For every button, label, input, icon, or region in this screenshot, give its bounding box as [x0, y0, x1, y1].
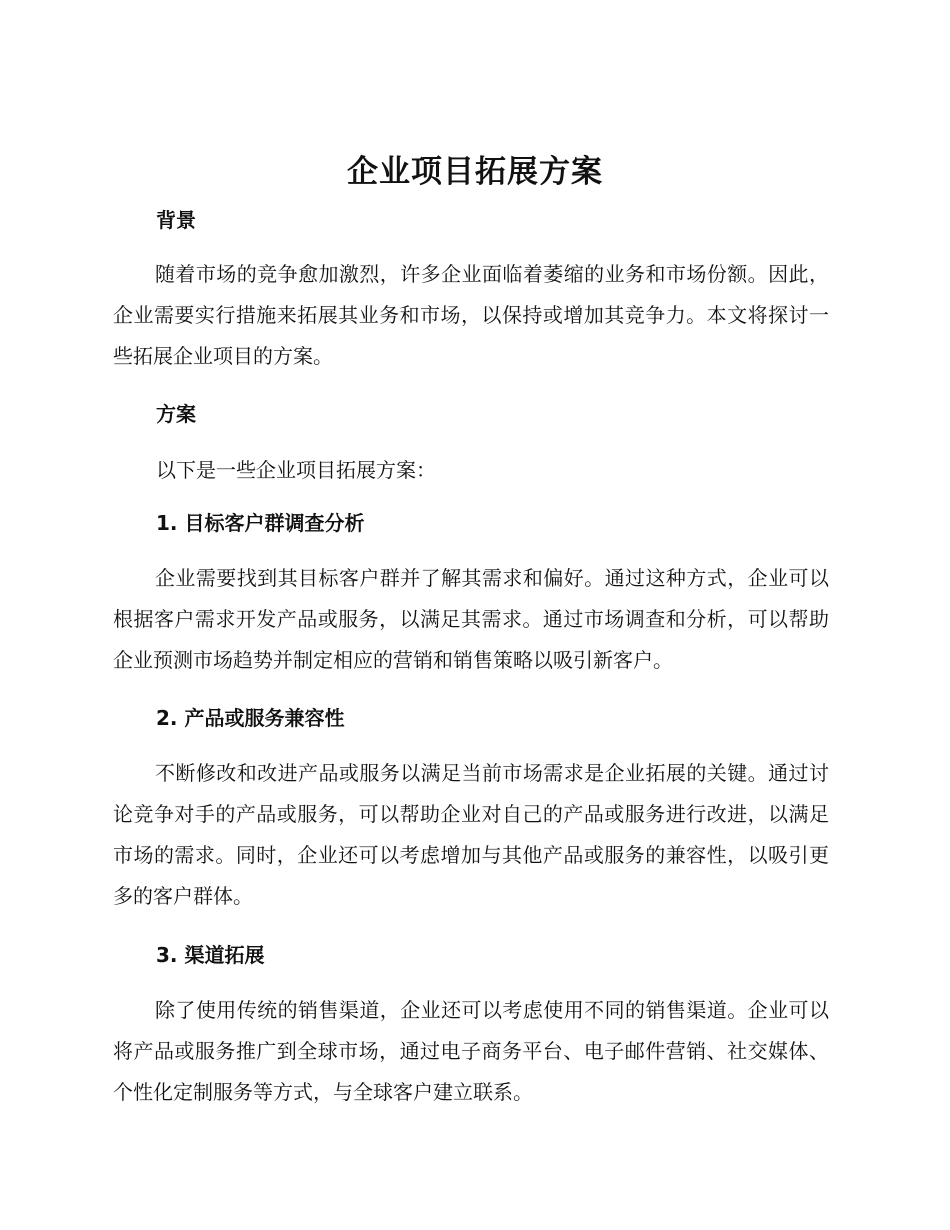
section-heading-item2: 2. 产品或服务兼容性 — [156, 706, 345, 730]
item1-paragraph: 企业需要找到其目标客户群并了解其需求和偏好。通过这种方式，企业可以根据客户需求开发产品或服务，以满足其需求。通过市场调查和分析，可以帮助企业预测市场趋势并制定相应的营销和销售策略以吸引新客户。 — [113, 566, 829, 672]
document-title: 企业项目拓展方案 — [347, 154, 603, 190]
plan-intro-text: 以下是一些企业项目拓展方案： — [156, 458, 436, 482]
section-heading-item3: 3. 渠道拓展 — [156, 943, 265, 967]
item2-paragraph: 不断修改和改进产品或服务以满足当前市场需求是企业拓展的关键。通过讨论竞争对手的产品或服务，可以帮助企业对自己的产品或服务进行改进，以满足市场的需求。同时，企业还可以考虑增加与其他产品或服务的兼容性，以吸引更多的客户群体。 — [113, 761, 829, 908]
section-heading-item1: 1. 目标客户群调查分析 — [156, 511, 365, 535]
section-heading-plan: 方案 — [156, 402, 196, 426]
item3-paragraph: 除了使用传统的销售渠道，企业还可以考虑使用不同的销售渠道。企业可以将产品或服务推广到全球市场，通过电子商务平台、电子邮件营销、社交媒体、个性化定制服务等方式，与全球客户建立联系。 — [113, 998, 829, 1104]
background-paragraph: 随着市场的竞争愈加激烈，许多企业面临着萎缩的业务和市场份额。因此，企业需要实行措施来拓展其业务和市场，以保持或增加其竞争力。本文将探讨一些拓展企业项目的方案。 — [113, 262, 829, 368]
section-heading-background: 背景 — [156, 208, 196, 232]
